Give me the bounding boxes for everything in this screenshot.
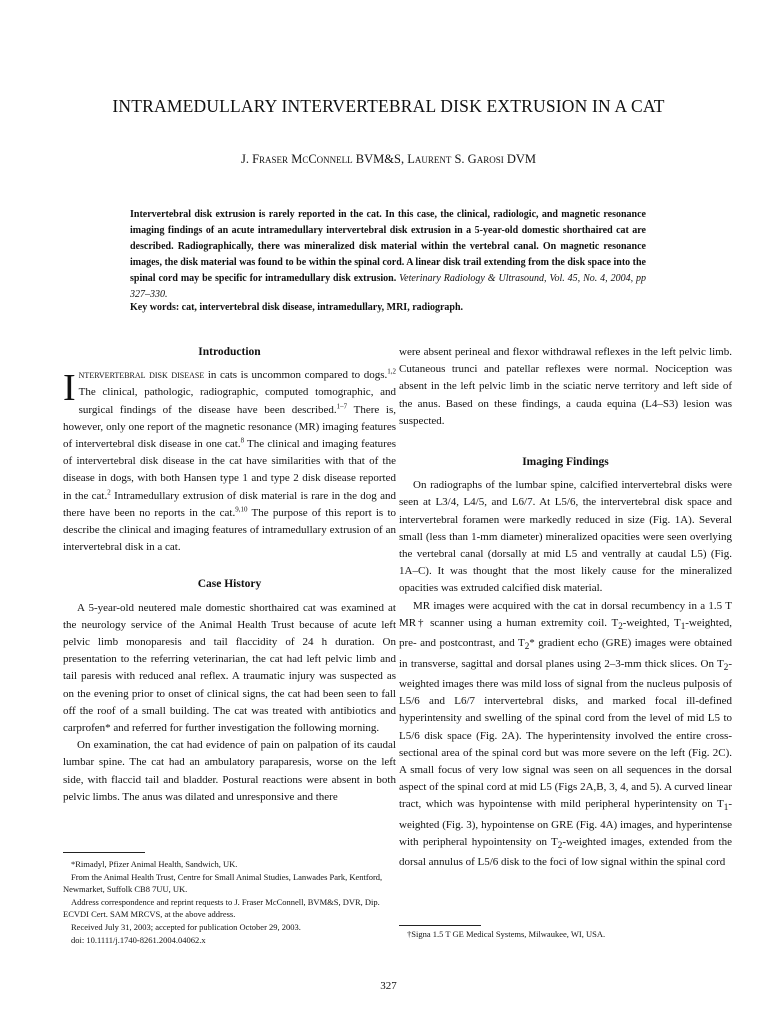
paper-title: INTRAMEDULLARY INTERVERTEBRAL DISK EXTRUSION IN A CAT — [112, 96, 665, 116]
footnote: Received July 31, 2003; accepted for publication October 29, 2003. — [71, 921, 301, 932]
continued-paragraph: were absent perineal and flexor withdrawal reflexes in the left pelvic limb. Cutaneous trunci and patellar reflexes were normal. Nociception was absent in the left pelvic limb in the sciatic nerve territory and left side of the anus. Based on these findings, a cauda equina (L4–S3) lesion was suspected. — [399, 346, 732, 427]
footnote: doi: 10.1111/j.1740-8261.2004.04062.x — [71, 934, 206, 945]
abstract: Intervertebral disk extrusion is rarely reported in the cat. In this case, the clinical, radiologic, and magnetic resonance imaging findings of an acute intramedullary intervertebral disk extrusion in a 5-year-old domestic shorthaired cat are described. Radiographically, there was mineralized disk material within the vertebral canal. On magnetic resonance images, the disk material was found to be within the spinal cord. A linear disk trail extending from the disk space into the spinal cord may be specific for intramedullary disk extrusion. Veterinary Radiology & Ultrasound, Vol. 45, No. 4, 2004, pp 327–330. — [130, 209, 647, 300]
footnote: From the Animal Health Trust, Centre for Small Animal Studies, Lanwades Park, Kentford, Newmarket, Suffolk CB8 7UU, UK. — [63, 871, 383, 895]
right-column — [399, 344, 732, 872]
keywords: Key words: cat, intervertebral disk disease, intramedullary, MRI, radiograph. — [130, 302, 464, 313]
footnote-right: †Signa 1.5 T GE Medical Systems, Milwaukee, WI, USA. — [407, 929, 606, 939]
left-column — [63, 344, 396, 806]
footnotes-left — [63, 858, 396, 946]
intro-paragraph: Intervertebral disk disease in cats is uncommon compared to dogs.$^{1,2}$ The clinical, pathologic, radiographic, computed tomographic, and surgical findings of the disease have been described.$^{1-7}$ There is, however, only one report of the magnetic resonance (MR) imaging features of intervertebral disk disease in one cat.$^8$ The clinical and imaging features of intervertebral disk disease in the cat have similarities with that of the disease in dogs, with both Hansen type 1 and type 2 disk disease reported in the cat.$^2$ Intramedullary extrusion of disk material is rare in the dog and there have been no reports in the cat.$^{9,10}$ The purpose of this report is to describe the clinical and imaging features of intramedullary extrusion of an intervertebral disk in a cat. — [63, 367, 396, 554]
footnote-rule — [399, 925, 481, 926]
section-heading-introduction: Introduction — [198, 346, 261, 358]
case-paragraph-1: A 5-year-old neutered male domestic shorthaired cat was examined at the neurology service of the Animal Health Trust because of acute left pelvic limb monoparesis and tail flaccidity of 24 h duration. On presentation to the referring veterinarian, the cat had left pelvic limb and tail paresis with reduced anal reflex. A traumatic injury was suspected as on the evening prior to onset of clinical signs, the cat had been seen to fall off the roof of a small building. The cat was treated with antibiotics and carprofen* and referred for further investigation the following morning. — [63, 601, 396, 735]
footnote: Address correspondence and reprint requests to J. Fraser McConnell, BVM&S, DVR, Dip. ECVDI Cert. SAM MRCVS, at the above address. — [63, 896, 380, 920]
section-heading-case-history: Case History — [197, 578, 262, 591]
imaging-paragraph-2: MR images were acquired with the cat in dorsal recumbency in a 1.5 T MR† scanner using a human extremity coil. $T_2$-weighted, $T_1$-weighted, pre- and postcontrast, and $T_2*$ gradient echo (GRE) images were obtained in transverse, sagittal and dorsal planes using 2–3-mm thick slices. On $T_2$-weighted images there was mild loss of signal from the nucleus pulposis of L5/6 and L6/7 intervertebral disks, and marked focal ill-defined hyperintensity and swelling of the spinal cord from the level of mid L5 to L5/6 disk space (Fig. 2A). The hyperintensity involved the entire cross-sectional area of the spinal cord but was more severe on the left (Fig. 2C). A small focus of very low signal was seen on all sequences in the dorsal aspect of the spinal cord at mid L5 (Figs 2A,B, 3, 4, and 5). A curved linear tract, which was hypointense with mild peripheral hyperintensity on $T_1$-weighted (Fig. 3), hypointense on GRE (Fig. 4A) images, and hyperintense with peripheral hypointensity on $T_2$-weighted images, extended from the dorsal annulus of L5/6 disk to the foci of low signal within the spinal cord — [399, 599, 732, 869]
section-heading-imaging-findings: Imaging Findings — [522, 456, 609, 469]
journal-citation: Veterinary Radiology & Ultrasound, Vol. 45, No. 4, 2004, pp 327–330. — [130, 273, 647, 300]
author-line: J. Fraser McConnell BVM&S, Laurent S. Garosi DVM — [240, 152, 537, 166]
page-number: 327 — [380, 980, 397, 992]
imaging-paragraph-1: On radiographs of the lumbar spine, calcified intervertebral disks were seen at L3/4, L4/5, and L6/7. At L5/6, the intervertebral disk space and intervertebral foramen were markedly reduced in size (Fig. 1A). Several small (less than 1-mm diameter) mineralized opacities were seen overlying the vertebral canal (dorsally at mid L5 and ventrally at caudal L5) (Fig. 1A–C). It was thought that the most likely cause for the mineralized opacities was extruded calcified disk material. — [399, 479, 732, 595]
case-paragraph-2: On examination, the cat had evidence of pain on palpation of its caudal lumbar spine. The cat had an ambulatory paraparesis, worse on the left side, with flaccid tail and bladder. Postural reactions were absent in both pelvic limbs. The anus was dilated and unresponsive and there — [63, 739, 396, 803]
footnote-rule — [63, 852, 145, 853]
footnote: *Rimadyl, Pfizer Animal Health, Sandwich, UK. — [71, 859, 238, 869]
drop-cap: I — [63, 367, 76, 410]
